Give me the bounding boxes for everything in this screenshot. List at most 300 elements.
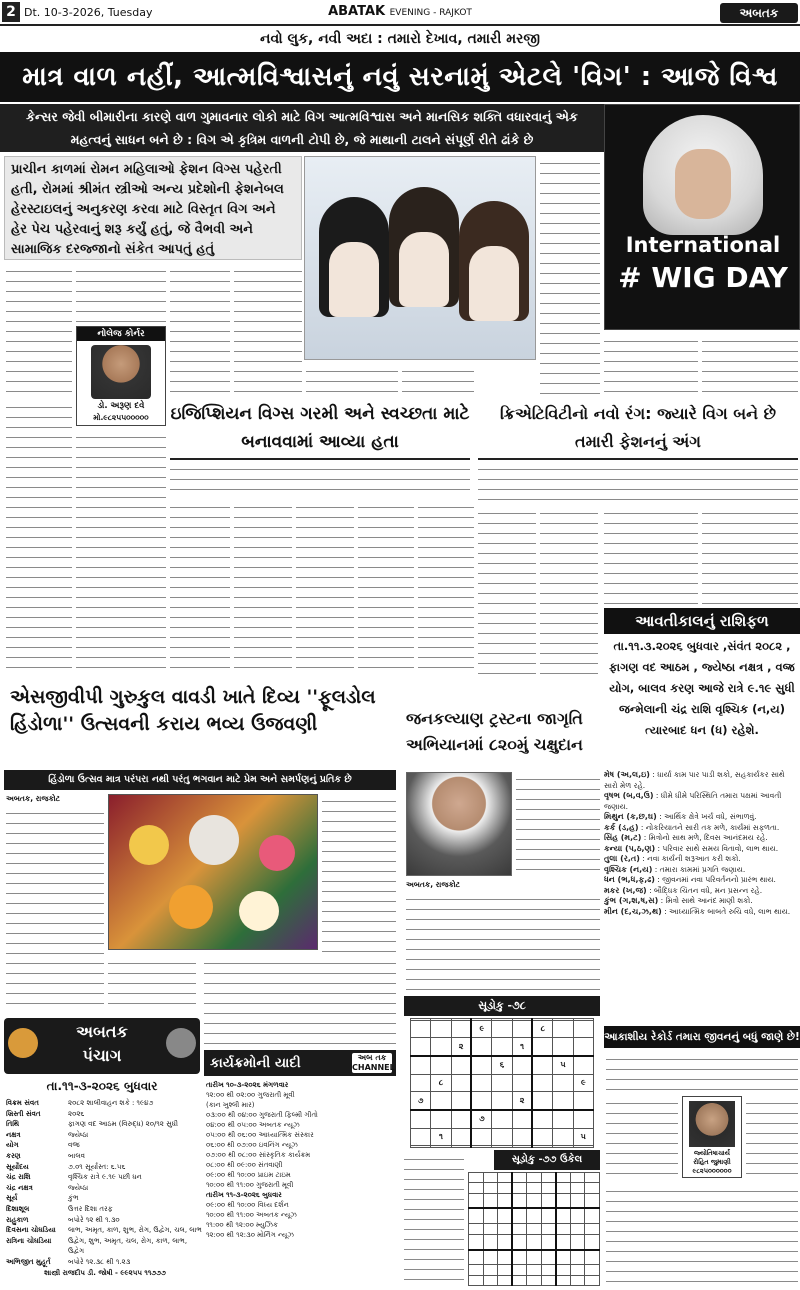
sudoku-row — [469, 1173, 600, 1183]
judge-face-image — [675, 149, 731, 219]
sudoku-78-heading: સૂડોકુ -૭૮ — [404, 996, 600, 1016]
horoscope-sign: કર્ક (ડ,હ) — [604, 822, 639, 832]
panchang-key: રાહુકાળ — [6, 1215, 29, 1224]
sudoku-row — [469, 1224, 600, 1234]
sudoku-cell — [483, 1265, 498, 1275]
panchang-value: બાલવ — [68, 1151, 85, 1160]
author-name: ડો. અરૂણ દવે — [97, 401, 145, 411]
panchang-value: બપોરે ૧૨.૩૮ થી ૧.૨૩ — [68, 1257, 131, 1266]
horoscope-item — [604, 896, 800, 907]
sudoku-cell — [556, 1275, 571, 1285]
sudoku-cell — [570, 1208, 585, 1223]
article-column — [204, 956, 396, 1046]
panchang-key: સૂર્યોદય — [6, 1162, 29, 1171]
program-item: ૧૦:૦૦ થી ૧૧:૦૦ અબતક ન્યૂઝ — [206, 1211, 297, 1219]
horoscope-item — [604, 833, 800, 844]
sudoku-77-table — [468, 1172, 600, 1286]
sudoku-cell — [469, 1224, 484, 1234]
panchang-key: યોગ — [6, 1141, 19, 1150]
sudoku-cell — [532, 1092, 552, 1110]
creative-section-headline: ક્રિએટિવિટીનો નવો રંગ: જ્યારે વિગ બને છે તમારી ફેશનનું અંગ — [478, 400, 798, 460]
horoscope-item — [604, 886, 800, 897]
gurukul-headline: એસજીવીપી ગુરુકુલ વાવડી ખાતે દિવ્ય ''ફૂલડોલ હિંડોળા'' ઉત્સવની કરાય ભવ્ય ઉજવણી — [10, 686, 376, 735]
panchang-row — [6, 1183, 204, 1194]
author-box — [76, 326, 166, 426]
wig-photo — [304, 156, 536, 360]
program-item: ૦૮:૦૦ થી ૦૯:૦૦ સંતવાણી — [206, 1161, 283, 1169]
sudoku-cell — [527, 1275, 542, 1285]
sudoku-row — [411, 1146, 594, 1148]
panchang-value: ઉદ્વેગ, શુભ, અમૃત, ચલ, રોગ, કાળ, લાભ, ઉદ્વેગ — [68, 1236, 188, 1256]
sudoku-cell — [585, 1265, 600, 1275]
article-column — [6, 264, 72, 394]
article-column — [406, 892, 600, 992]
creative-lead-text — [478, 462, 798, 502]
sudoku-cell — [483, 1183, 498, 1193]
horoscope-text: : ધીમે ધીમે પરિસ્થિતિ તમારા પક્ષમાં આવતી જણાય. — [604, 791, 782, 811]
panchang-header — [4, 1018, 200, 1074]
intro-box: પ્રાચીન કાળમાં રોમન મહિલાઓ ફેશન વિગ્સ પહેરતી હતી, રોમમાં શ્રીમંત સ્ત્રીઓ અન્ય પ્રદેશોની ફેશનેબલ હેરસ્ટાઇલનું અનુકરણ કરવા માટે વિસ્તૃત વિગ અને હેર પેચ પહેરવાનું શરૂ કર્યું હતું, જે વૈભવી અને સામાજિક દરજ્જાનો સંકેત આપતું હતું — [4, 156, 302, 260]
sudoku-cell — [585, 1234, 600, 1249]
jankalyan-dateline: અબતક, રાજકોટ — [406, 880, 461, 889]
sudoku-77-solution-grid — [468, 1172, 600, 1286]
sudoku-cell — [532, 1110, 552, 1128]
sudoku-cell — [512, 1173, 527, 1183]
wig-mannequin — [459, 201, 529, 321]
sudoku-cell — [556, 1234, 571, 1249]
program-item: ૦૩:૦૦ થી ૦૪:૦૦ ગુજરાતી ફિલ્મી ગીતો — [206, 1111, 318, 1119]
jankalyan-headline: જનકલ્યાણ ટ્રસ્ટના જાગૃતિ અભિયાનમાં ૮૨૦મું ચક્ષુદાન — [406, 709, 583, 754]
sub-headline: કેન્સર જેવી બીમારીના કારણે વાળ ગુમાવનાર લોકો માટે વિગ આત્મવિશ્વાસ અને માનસિક શક્તિ વધારવાનું એક મહત્વનું સાધન બને છે : વિગ એ કૃત્રિમ વાળની ટોપી છે, જે માથાની ટાલને સંપૂર્ણ રીતે ઢાંકે છે — [0, 104, 604, 152]
sudoku-cell — [492, 1110, 512, 1128]
article-column — [76, 430, 166, 676]
sudoku-cell — [451, 1056, 471, 1074]
program-list — [206, 1080, 398, 1288]
sudoku-cell — [469, 1275, 484, 1285]
sudoku-cell — [512, 1020, 532, 1038]
paper-title: ABATAK — [328, 4, 386, 19]
sudoku-cell — [527, 1193, 542, 1208]
sudoku-cell — [573, 1020, 593, 1038]
sudoku-cell: ૯ — [471, 1020, 491, 1038]
article-column — [296, 500, 354, 676]
sudoku-row — [411, 1128, 594, 1146]
wig-mannequin — [319, 197, 389, 317]
sudoku-cell — [469, 1173, 484, 1183]
sudoku-cell — [498, 1224, 513, 1234]
panchang-row — [6, 1215, 204, 1226]
sudoku-cell — [553, 1092, 573, 1110]
sudoku-row — [411, 1074, 594, 1092]
horoscope-item — [604, 854, 800, 865]
sudoku-cell — [532, 1074, 552, 1092]
sudoku-cell — [411, 1056, 431, 1074]
sudoku-cell — [556, 1250, 571, 1265]
panchang-key: ખ્રિસ્તી સંવત — [6, 1109, 41, 1118]
sudoku-row — [469, 1234, 600, 1249]
panchang-table — [6, 1098, 204, 1288]
sudoku-cell — [492, 1020, 512, 1038]
horoscope-sign: મીન (દ,ચ,ઝ,થ) — [604, 906, 662, 916]
horoscope-date: તા.૧૧.૩.૨૦૨૬ બુધવાર ,સંવંત ૨૦૮૨ , ફાગણ વદ આઠમ , જ્યેષ્ઠા નક્ષત્ર , વજ્ર યોગ, બાલવ કરણ આજે રાત્રે ૯.૧૯ સુધી જન્મેલાની ચંદ્ર રાશિ વૃશ્ચિક (ન,ય) ત્યારબાદ ધન (ધ) રહેશે. — [609, 639, 795, 737]
gurukul-subheadline: હિંડોળા ઉત્સવ માત્ર પરંપરા નથી પરંતુ ભગવાન માટે પ્રેમ અને સમર્પણનું પ્રતિક છે — [4, 770, 396, 790]
panchang-key: તિથિ — [6, 1120, 20, 1129]
sudoku-cell — [483, 1193, 498, 1208]
sudoku-cell — [498, 1173, 513, 1183]
sudoku-cell — [527, 1173, 542, 1183]
program-item: ૦૬:૦૦ થી ૦૭:૦૦ ઇવનિંગ ન્યૂઝ — [206, 1141, 298, 1149]
article-column — [606, 1096, 678, 1180]
panchang-row — [6, 1109, 204, 1120]
article-column — [170, 500, 230, 676]
article-column — [540, 506, 598, 676]
article-column — [108, 956, 196, 1012]
horoscope-sign: કુંભ (ગ,શ,ષ,સ) — [604, 896, 659, 905]
paper-name — [300, 4, 500, 19]
sudoku-cell — [527, 1183, 542, 1193]
horoscope-sign: મકર (ખ,જ) — [604, 885, 647, 895]
sudoku-cell — [498, 1265, 513, 1275]
sudoku-cell: ૬ — [492, 1056, 512, 1074]
akash-headline: આકાશીય રેકોર્ડ તમારા જીવનનું બધું જાણે છે! — [604, 1026, 800, 1048]
panchang-key: વિક્રમ સંવત — [6, 1099, 39, 1107]
panchang-logo: અબતક — [76, 1022, 128, 1041]
jankalyan-photo — [406, 772, 512, 876]
sudoku-row — [469, 1183, 600, 1193]
panchang-date: તા.૧૧-૩-૨૦૨૬ બુધવાર — [46, 1079, 158, 1093]
wig-day-line1: International — [625, 233, 781, 257]
panchang-value: જ્યેષ્ઠા — [68, 1183, 89, 1192]
sudoku-cell — [532, 1128, 552, 1146]
panchang-row — [6, 1236, 204, 1257]
sudoku-cell — [411, 1020, 431, 1038]
sudoku-cell — [570, 1265, 585, 1275]
channel-logo: અબ તક CHANNEL — [352, 1053, 395, 1072]
sudoku-cell — [573, 1146, 593, 1148]
sudoku-cell — [512, 1193, 527, 1208]
sudoku-cell — [512, 1265, 527, 1275]
article-column — [234, 264, 302, 394]
sudoku-cell — [471, 1074, 491, 1092]
sudoku-cell: ૨ — [512, 1092, 532, 1110]
panchang-value: વૃશ્ચિક રાત્રે ૯.૧૯ પછી ધન — [68, 1173, 142, 1182]
panchang-key: ચંદ્ર રાશિ — [6, 1173, 31, 1182]
sudoku-cell — [471, 1056, 491, 1074]
panchang-footer: શાસ્ત્રી રાજદીપ ડી. જોષી - ૯૯૨૫૫ ૧૧૭૭૭ — [44, 1268, 166, 1277]
sudoku-cell: ૫ — [553, 1056, 573, 1074]
sudoku-cell — [471, 1092, 491, 1110]
horoscope-text: : મિત્રોનો સાથ મળે, દિવસ આનંદમય રહે. — [641, 833, 768, 842]
sudoku-cell — [492, 1038, 512, 1056]
article-column — [358, 500, 414, 676]
flower-decoration — [239, 891, 279, 931]
sudoku-cell — [573, 1092, 593, 1110]
horoscope-sign: મેષ (અ,લ,ઇ) — [604, 770, 650, 779]
sudoku-cell — [527, 1250, 542, 1265]
sudoku-cell — [556, 1208, 571, 1223]
sudoku-cell — [483, 1173, 498, 1183]
sudoku-cell — [553, 1074, 573, 1092]
sudoku-cell — [492, 1074, 512, 1092]
wig-day-line2: # WIG DAY — [618, 261, 788, 294]
horoscope-text: : તમારા કામમાં પ્રગતિ જણાય. — [652, 864, 746, 874]
horoscope-text: : જીવનમાં નવા પરિવર્તનનો પ્રારંભ થાય. — [654, 875, 776, 884]
article-column — [76, 264, 166, 322]
sudoku-cell — [512, 1234, 527, 1249]
sudoku-row — [469, 1208, 600, 1223]
panchang-value: ફાગણ વદ આઠમ (વિરુદ્ધ) ૨૦/૧૨ સુધી — [68, 1120, 178, 1129]
egypt-section-headline: ઇજિપ્શિયન વિગ્સ ગરમી અને સ્વચ્છતા માટે બનાવવામાં આવ્યા હતા — [170, 400, 470, 460]
sudoku-cell: ૮ — [431, 1074, 451, 1092]
sudoku-cell — [527, 1265, 542, 1275]
sudoku-cell — [570, 1275, 585, 1285]
sudoku-cell — [556, 1183, 571, 1193]
article-column — [746, 1096, 798, 1180]
tagline: નવો લુક, નવી અદા : તમારો દેખાવ, તમારી મરજી — [260, 31, 540, 47]
sudoku-cell — [570, 1193, 585, 1208]
sudoku-cell — [532, 1038, 552, 1056]
sudoku-cell — [411, 1146, 431, 1148]
panchang-key: સૂર્ય — [6, 1194, 18, 1203]
sudoku-cell — [451, 1110, 471, 1128]
panchang-row — [6, 1162, 204, 1173]
sudoku-cell — [483, 1234, 498, 1249]
sudoku-cell — [556, 1193, 571, 1208]
panchang-row — [6, 1130, 204, 1141]
article-column — [6, 806, 104, 1012]
sudoku-cell — [585, 1275, 600, 1285]
page-number: 2 — [2, 2, 20, 22]
sudoku-cell — [585, 1173, 600, 1183]
horoscope-text: : પરિવાર સાથે સમય વિતાવો, લાભ થાય. — [655, 843, 779, 853]
wig-day-graphic — [604, 104, 800, 330]
sudoku-row — [469, 1193, 600, 1208]
sudoku-cell — [570, 1224, 585, 1234]
panchang-key: દિવસના ચોઘડિયા — [6, 1226, 56, 1235]
sudoku-cell — [553, 1146, 573, 1148]
panchang-row — [6, 1193, 204, 1204]
article-column — [170, 264, 230, 394]
sudoku-cell: ૧ — [512, 1038, 532, 1056]
article-column — [604, 506, 698, 604]
horoscope-sign: સિંહ (મ,ટ) — [604, 833, 642, 842]
sudoku-cell — [469, 1234, 484, 1249]
horoscope-sign: મિથુન (ક,છ,ઘ) — [604, 812, 657, 821]
program-date: તારીખ ૧૦-૩-૨૦૨૬ મંગળવાર — [206, 1081, 289, 1089]
sudoku-cell — [532, 1056, 552, 1074]
sudoku-cell: ૮ — [532, 1020, 552, 1038]
sudoku-cell — [512, 1074, 532, 1092]
sudoku-cell — [498, 1208, 513, 1223]
horoscope-item — [604, 770, 800, 791]
astrologer-caption — [683, 1149, 741, 1176]
gurukul-dateline: અબતક, રાજકોટ — [6, 794, 61, 803]
sudoku-cell — [541, 1224, 556, 1234]
sudoku-cell — [512, 1224, 527, 1234]
sudoku-cell — [411, 1128, 431, 1146]
sudoku-cell — [431, 1110, 451, 1128]
sudoku-cell — [541, 1183, 556, 1193]
program-list-heading — [204, 1050, 396, 1076]
column-title: નોલેજ કોર્નર — [77, 327, 165, 341]
sudoku-row — [469, 1265, 600, 1275]
panchang-value: લાભ, અમૃત, કાળ, શુભ, રોગ, ઉદ્વેગ, ચલ, લાભ — [68, 1226, 202, 1235]
horoscope-item — [604, 875, 800, 886]
sudoku-cell — [585, 1183, 600, 1193]
astrologer-mobile: ૯૮૨૫૦૦૦૦૦૦ — [692, 1167, 732, 1175]
astrologer-name: રોહિત જુમાણી — [693, 1158, 731, 1166]
sudoku-78-grid — [410, 1018, 594, 1148]
sudoku-cell — [483, 1224, 498, 1234]
panchang-row — [6, 1140, 204, 1151]
article-column — [234, 500, 292, 676]
panchang-value: કુંભ — [68, 1194, 79, 1203]
sudoku-cell — [573, 1056, 593, 1074]
sudoku-cell: ૨ — [451, 1038, 471, 1056]
article-column — [322, 794, 396, 954]
sudoku-cell — [469, 1183, 484, 1193]
temple-festival-photo — [108, 794, 318, 950]
issue-date: Dt. 10-3-2026, Tuesday — [24, 6, 153, 19]
sudoku-cell — [492, 1128, 512, 1146]
flower-decoration — [169, 885, 213, 929]
sudoku-cell — [527, 1208, 542, 1223]
article-column — [702, 334, 798, 396]
sudoku-cell — [498, 1250, 513, 1265]
sudoku-cell — [512, 1056, 532, 1074]
sudoku-cell — [570, 1183, 585, 1193]
program-item: ૦૫:૦૦ થી ૦૬:૦૦ આધ્યાત્મિક સંસ્કાર — [206, 1131, 314, 1139]
horoscope-heading: આવતીકાલનું રાશિફળ — [604, 608, 800, 634]
panchang-row — [6, 1151, 204, 1162]
sudoku-cell — [469, 1250, 484, 1265]
horoscope-item — [604, 823, 800, 834]
sudoku-cell — [469, 1193, 484, 1208]
sudoku-cell — [573, 1110, 593, 1128]
zodiac-wheel-icon — [166, 1028, 196, 1058]
panchang-key: રાત્રિના ચોઘડિયા — [6, 1236, 52, 1245]
egypt-lead-text — [170, 462, 470, 496]
sudoku-cell — [451, 1128, 471, 1146]
panchang-key: ચંદ્ર નક્ષત્ર — [6, 1183, 33, 1192]
flower-decoration — [189, 815, 239, 865]
panchang-row — [6, 1204, 204, 1215]
horoscope-text: : આધ્યાત્મિક બાબતે રુચિ વધે, લાભ થાય. — [661, 906, 791, 916]
sudoku-cell — [512, 1110, 532, 1128]
horoscope-sign: ધન (ભ,ધ,ફ,ઢ) — [604, 875, 655, 884]
article-column — [516, 772, 600, 876]
sudoku-instructions — [404, 1152, 464, 1286]
panchang-value: ૭.૦૧ સૂર્યાસ્ત: ૬.૫૬ — [68, 1162, 126, 1171]
horoscope-item — [604, 791, 800, 812]
sudoku-cell — [451, 1020, 471, 1038]
sudoku-cell: ૭ — [471, 1110, 491, 1128]
sudoku-cell — [469, 1208, 484, 1223]
panchang-key: કરણ — [6, 1151, 21, 1160]
panchang-row — [6, 1257, 204, 1268]
panchang-title: પંચાગ — [82, 1046, 122, 1065]
sudoku-cell — [492, 1092, 512, 1110]
article-column — [478, 506, 536, 676]
sudoku-cell — [556, 1173, 571, 1183]
sudoku-cell: ૧ — [431, 1128, 451, 1146]
sudoku-cell — [512, 1183, 527, 1193]
article-column — [6, 400, 72, 676]
panchang-value: વજ્ર — [68, 1141, 80, 1150]
program-item: ૦૯:૦૦ થી ૧૦:૦૦ પ્રાઇમ ટાઇમ — [206, 1171, 291, 1179]
deity-icon — [8, 1028, 38, 1058]
sudoku-cell — [553, 1020, 573, 1038]
sudoku-cell — [411, 1110, 431, 1128]
sudoku-cell — [512, 1146, 532, 1148]
sudoku-cell — [585, 1250, 600, 1265]
horoscope-text: : આર્થિક ક્ષેત્રે ખર્ચ વધે, સંભાળવું. — [656, 812, 757, 821]
panchang-key: નક્ષત્ર — [6, 1130, 21, 1139]
panchang-value: ૨૦૮૨ શાલીવાહન શકે : ૧૯૪૭ — [68, 1099, 154, 1107]
sudoku-cell — [512, 1208, 527, 1223]
panchang-value: જ્યેષ્ઠા — [68, 1130, 89, 1139]
astrologer-box — [682, 1096, 742, 1178]
article-column — [604, 334, 698, 396]
horoscope-text: : બૌદ્ધિક ચિંતન વધે, મન પ્રસન્ન રહે. — [646, 885, 763, 895]
sudoku-cell — [527, 1234, 542, 1249]
article-column — [306, 364, 398, 396]
program-date: તારીખ ૧૧-૩-૨૦૨૬ બુધવાર — [206, 1191, 282, 1199]
sudoku-cell — [498, 1275, 513, 1285]
program-item: ૧૨:૦૦ થી ૦૨:૦૦ ગુજરાતી મૂવી — [206, 1091, 295, 1099]
sudoku-cell — [556, 1224, 571, 1234]
sudoku-row — [411, 1038, 594, 1056]
article-column — [402, 364, 474, 396]
sudoku-cell — [498, 1193, 513, 1208]
sudoku-cell: ૫ — [573, 1128, 593, 1146]
sudoku-row — [411, 1056, 594, 1074]
sudoku-row — [411, 1110, 594, 1128]
horoscope-sign: વૃષભ (બ,વ,ઉ) — [604, 791, 654, 800]
horoscope-sign: તુલા (ર,ત) — [604, 854, 640, 863]
horoscope-text: : નોકરિયાતને સારી તક મળે, કાર્યમાં સફળતા. — [638, 822, 780, 832]
horoscope-list — [604, 770, 800, 1024]
panchang-value: બપોરે ૧૨ થી ૧.૩૦ — [68, 1215, 120, 1224]
sudoku-cell — [498, 1234, 513, 1249]
article-column — [418, 500, 474, 676]
sudoku-cell — [483, 1208, 498, 1223]
sudoku-cell — [469, 1265, 484, 1275]
horoscope-item — [604, 907, 800, 918]
wig-mannequin — [389, 187, 459, 307]
sudoku-cell — [541, 1234, 556, 1249]
sudoku-cell — [411, 1074, 431, 1092]
program-list-title: કાર્યક્રમોની યાદી — [210, 1055, 301, 1071]
horoscope-sign: કન્યા (પ,ઠ,ણ) — [604, 843, 656, 853]
sudoku-cell — [431, 1038, 451, 1056]
sudoku-cell — [553, 1110, 573, 1128]
sudoku-cell: ૭ — [411, 1092, 431, 1110]
sudoku-cell — [541, 1250, 556, 1265]
sudoku-cell — [483, 1275, 498, 1285]
sudoku-row — [411, 1020, 594, 1038]
program-item: (કાન ખુશ્લી માર) — [206, 1101, 255, 1109]
horoscope-text: : નવા કાર્યની શરૂઆત કરી શકો. — [639, 854, 741, 863]
sudoku-cell — [585, 1193, 600, 1208]
sudoku-cell — [451, 1092, 471, 1110]
astrologer-title: જ્યોતિષાચાર્ય — [694, 1149, 730, 1157]
astrologer-photo — [689, 1101, 735, 1147]
article-column — [606, 1184, 798, 1286]
panchang-row — [6, 1119, 204, 1130]
sudoku-cell — [483, 1250, 498, 1265]
sudoku-cell — [541, 1193, 556, 1208]
